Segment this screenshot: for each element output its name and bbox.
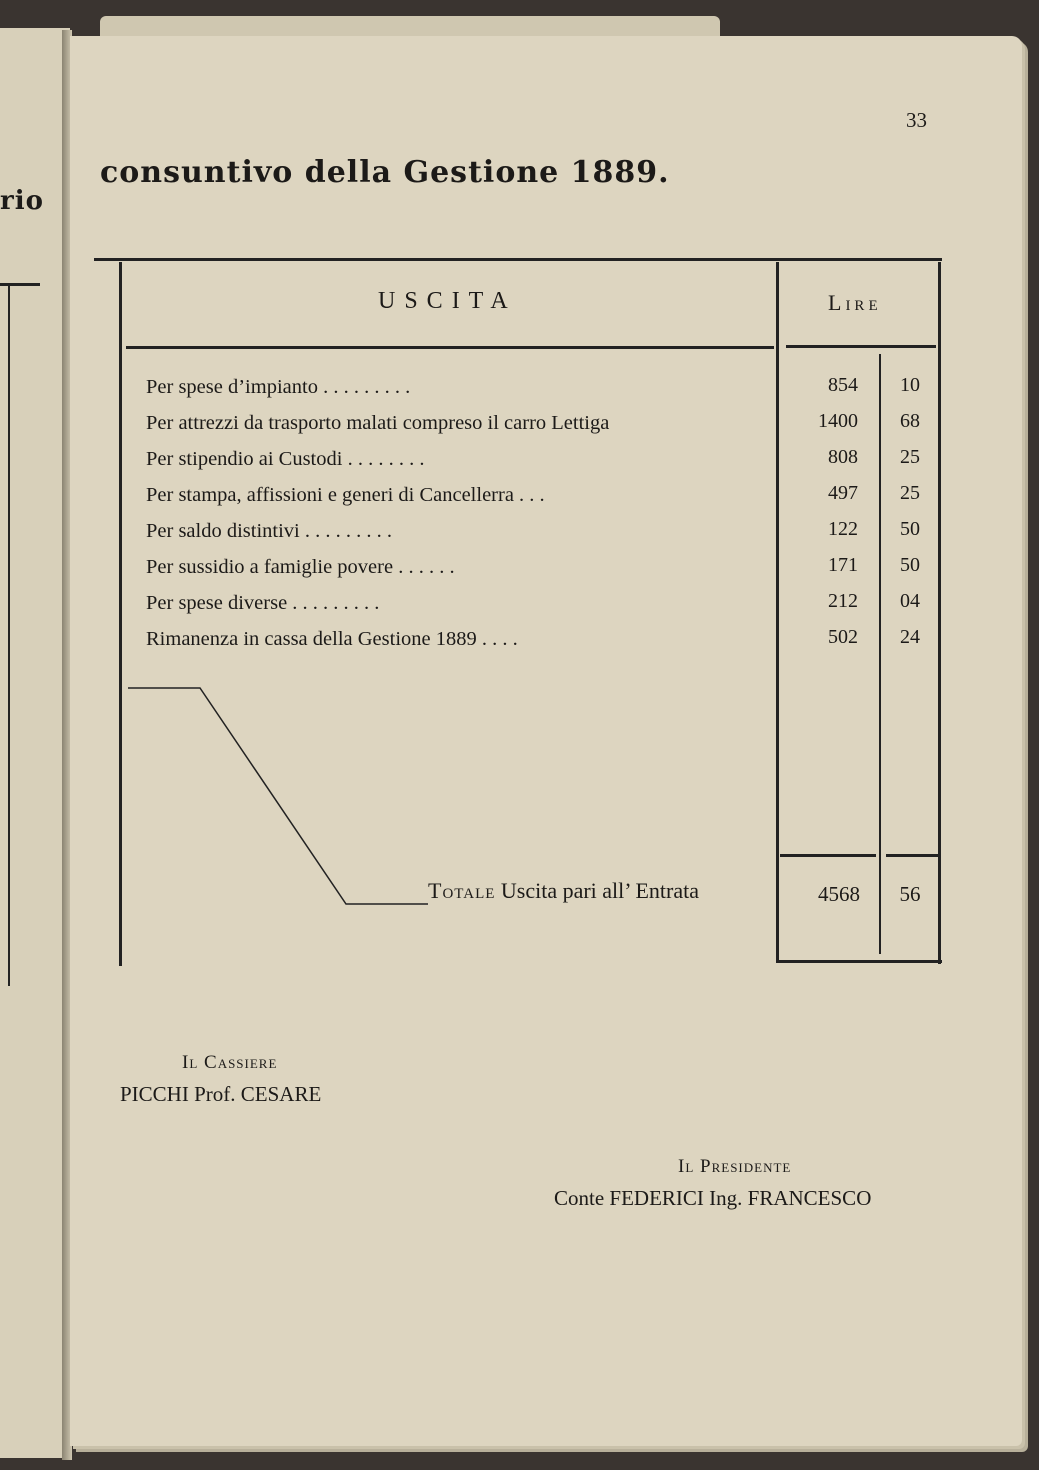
row-lire: 497 [828, 482, 858, 504]
cassiere-role: Il Cassiere [182, 1052, 278, 1073]
presidente-name: Conte FEDERICI Ing. FRANCESCO [554, 1186, 872, 1210]
cassiere-name: PICCHI Prof. CESARE [120, 1082, 322, 1106]
cent-column-rule [879, 354, 881, 954]
left-page-fragment: rio [0, 186, 44, 216]
total-cent: 56 [899, 882, 921, 906]
total-text: Uscita pari all’ Entrata [500, 878, 699, 903]
row-lire: 808 [828, 446, 858, 468]
table-top-rule [94, 258, 942, 261]
table-right-rule [938, 262, 941, 964]
row-desc: Per stipendio ai Custodi . . . . . . . . [146, 448, 425, 470]
header-rule-right [786, 345, 936, 348]
row-cent: 04 [900, 590, 920, 612]
left-page-rule [0, 283, 40, 286]
row-desc: Per stampa, affissioni e generi di Cancellerra . . . [146, 484, 545, 506]
page-title: consuntivo della Gestione 1889. [100, 155, 670, 190]
row-cent: 10 [900, 374, 920, 396]
header-rule-left [126, 346, 774, 349]
row-lire: 502 [828, 626, 858, 648]
row-lire: 122 [828, 518, 858, 540]
row-lire: 1400 [818, 410, 858, 432]
row-lire: 171 [828, 554, 858, 576]
total-lire: 4568 [818, 882, 860, 906]
page-number: 33 [906, 108, 927, 132]
row-cent: 24 [900, 626, 920, 648]
total-label [428, 878, 699, 904]
row-desc: Per attrezzi da trasporto malati compreso il carro Lettiga [146, 412, 610, 434]
total-prefix: Totale [428, 878, 496, 903]
row-desc: Per spese d’impianto . . . . . . . . . [146, 376, 411, 398]
row-lire: 212 [828, 590, 858, 612]
bracket-line [120, 680, 440, 910]
row-cent: 50 [900, 554, 920, 576]
header-uscita: USCITA [378, 288, 517, 314]
row-cent: 68 [900, 410, 920, 432]
row-cent: 25 [900, 482, 920, 504]
presidente-role: Il Presidente [678, 1156, 792, 1177]
header-lire: Lire [828, 290, 882, 315]
row-desc: Per spese diverse . . . . . . . . . [146, 592, 380, 614]
left-page [0, 28, 70, 1458]
row-desc: Rimanenza in cassa della Gestione 1889 . . . . [146, 628, 518, 650]
table-bottom-rule [776, 960, 942, 963]
row-desc: Per saldo distintivi . . . . . . . . . [146, 520, 392, 542]
total-rule-lire [780, 854, 876, 857]
row-cent: 25 [900, 446, 920, 468]
row-cent: 50 [900, 518, 920, 540]
row-lire: 854 [828, 374, 858, 396]
total-rule-cent [886, 854, 938, 857]
row-desc: Per sussidio a famiglie povere . . . . . . [146, 556, 455, 578]
table-divider-rule [776, 262, 779, 962]
left-page-vertical-rule [8, 286, 10, 986]
